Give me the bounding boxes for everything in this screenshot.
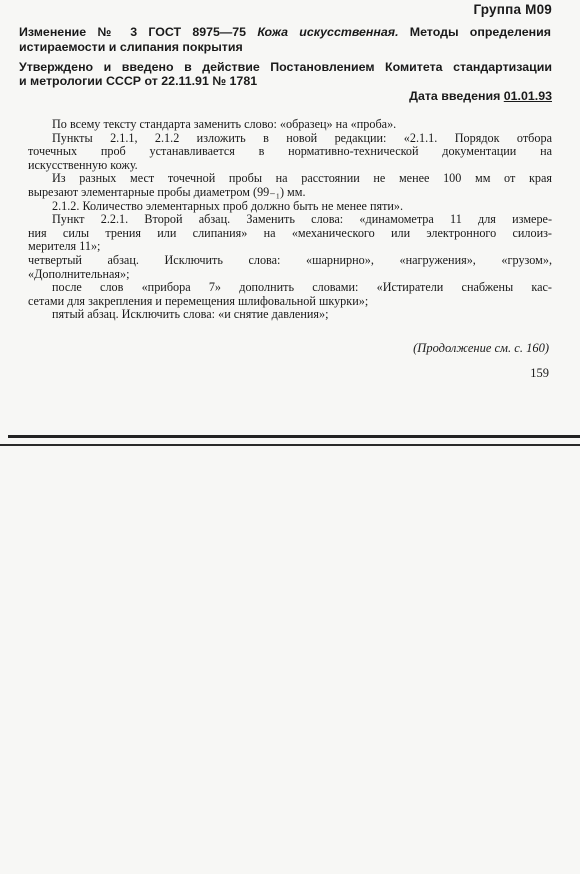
text-line: По всему тексту стандарта заменить слово: «образец» на «проба». (52, 117, 397, 131)
classification-group: Группа М09 (473, 2, 552, 17)
text-line: «Дополнительная»; (28, 266, 130, 281)
paragraph (52, 118, 552, 132)
paragraph (28, 212, 552, 254)
effective-date-value: 01.01.93 (503, 89, 552, 103)
amendment-number: Изменение № 3 ГОСТ 8975—75 (19, 25, 258, 39)
approval-line-1: Утверждено и введено в действие Постановлением Комитета стандартизации (19, 60, 552, 74)
approval-line-2: и метрологии СССР от 22.11.91 № 1781 (19, 74, 258, 88)
text-line: сетами для закрепления и перемещения шлифовальной шкурки»; (28, 293, 369, 308)
text-line: точечных проб устанавливается в нормативно-технической документации на (28, 144, 552, 159)
page-number: 159 (530, 366, 549, 380)
effective-date-label: Дата введения (409, 89, 504, 103)
approval-statement (19, 60, 552, 88)
paragraph (28, 280, 552, 308)
paragraph (28, 130, 552, 173)
divider-rule (0, 444, 580, 446)
paragraph (52, 200, 552, 214)
text-line: Из разных мест точечной пробы на расстоянии не менее 100 мм от края (52, 171, 552, 186)
text-line: Пункты 2.1.1, 2.1.2 изложить в новой редакции: «2.1.1. Порядок отбора (52, 130, 552, 145)
text-line: вырезают элементарные пробы диаметром (99₋₁) мм. (28, 184, 306, 199)
standard-title: Методы определения истираемости и слипания покрытия (19, 25, 551, 54)
text-line: ния силы трения или слипания» на «механического или электронного силоиз- (28, 225, 552, 240)
paragraph (28, 171, 552, 199)
amendment-body (28, 117, 552, 322)
text-line: 2.1.2. Количество элементарных проб должно быть не менее пяти». (52, 198, 404, 213)
text-line: четвертый абзац. Исключить слова: «шарнирно», «нагружения», «грузом», (28, 252, 552, 267)
effective-date (409, 89, 552, 103)
text-line: после слов «прибора 7» дополнить словами: «Истиратели снабжены кас- (52, 280, 552, 295)
text-line: искусственную кожу. (28, 157, 138, 172)
continuation-note: (Продолжение см. с. 160) (413, 341, 549, 355)
divider-rule (8, 435, 580, 438)
text-line: мерителя 11»; (28, 239, 101, 254)
text-line: пятый абзац. Исключить слова: «и снятие давления»; (52, 307, 329, 322)
amendment-heading (19, 25, 551, 55)
paragraph (52, 308, 552, 322)
standard-subject: Кожа искусственная. (257, 25, 410, 39)
paragraph (28, 252, 552, 281)
text-line: Пункт 2.2.1. Второй абзац. Заменить слова: «динамометра 11 для измере- (52, 212, 552, 227)
